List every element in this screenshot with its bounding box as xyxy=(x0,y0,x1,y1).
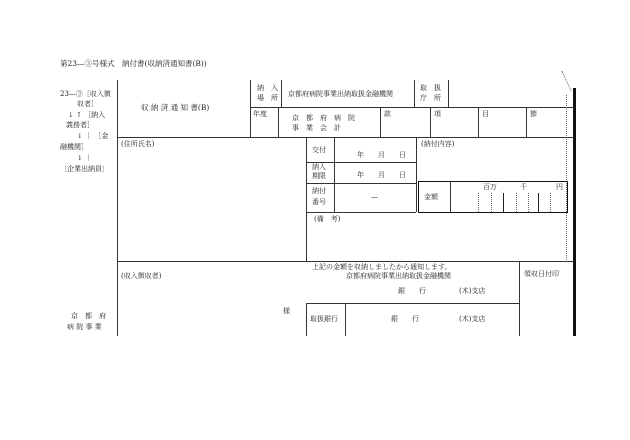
flow-line-1: 23—③［収入徴 xyxy=(60,90,111,98)
perforation-mark xyxy=(561,71,571,91)
kigen-date: 年 月 日 xyxy=(357,171,406,179)
v-line xyxy=(478,107,479,137)
kigen-label-1: 納入 xyxy=(312,163,326,171)
flow-line-7: ↓ ｜ xyxy=(77,154,93,162)
shiten-label-1: (木)支店 xyxy=(459,287,486,295)
toriatsukai-label-1: 取 扱 xyxy=(420,84,441,92)
kyoto-label-1: 京 都 府 xyxy=(71,312,106,320)
toriatsukai-label-2: 庁 所 xyxy=(420,94,441,102)
v-line xyxy=(430,107,431,137)
left-border xyxy=(117,80,118,336)
flow-line-6: 融機関］ xyxy=(60,143,88,151)
sama-label: 様 xyxy=(283,307,290,315)
moku-label: 目 xyxy=(482,110,489,118)
kyoto-label-2: 病 院 事 業 xyxy=(67,323,102,331)
collector-label: (収入徴収者) xyxy=(121,272,162,280)
digit-sep-major xyxy=(538,193,539,212)
digit-sep xyxy=(516,193,517,212)
address-name-label: (住所氏名) xyxy=(121,140,155,148)
perforation-line xyxy=(566,95,567,260)
notice-institution: 京都府病院事業出納取扱金融機関 xyxy=(346,272,451,280)
v-line xyxy=(380,107,381,137)
sen-label: 千 xyxy=(520,183,527,191)
kingaku-label: 金額 xyxy=(424,193,438,201)
koufu-label: 交付 xyxy=(312,146,326,154)
ginko-label-1: 銀 行 xyxy=(398,287,426,295)
ryoshu-stamp-label: 領収日付印 xyxy=(524,270,559,278)
digit-sep xyxy=(478,193,479,212)
bango-label-2: 番号 xyxy=(312,198,326,206)
digit-sep xyxy=(550,193,551,212)
nounyu-basho-label-1: 納 入 xyxy=(257,84,278,92)
nounyu-basho-label-2: 場 所 xyxy=(257,94,278,102)
flow-line-4: 義務者］ xyxy=(66,121,94,129)
v-line xyxy=(278,107,279,137)
v-line xyxy=(281,80,282,107)
amount-divider xyxy=(450,182,451,212)
bango-label-1: 納付 xyxy=(312,187,326,195)
v-line xyxy=(519,261,520,336)
v-line xyxy=(306,137,307,261)
notice-text: 上記の金額を収納しましたから通知します。 xyxy=(312,263,452,271)
document-title: 第23—③号様式 納付書(収納済通知書(B)) xyxy=(60,59,207,68)
shiten-label-2: (木)支店 xyxy=(459,315,486,323)
kan-label: 款 xyxy=(384,110,391,118)
flow-line-2: 収者］ xyxy=(77,100,98,108)
v-line xyxy=(414,80,415,107)
kou-label: 項 xyxy=(434,110,441,118)
institution-name: 京都府病院事業出納取扱金融機関 xyxy=(288,90,393,98)
flow-line-8: 〔企業出納員〕 xyxy=(60,165,109,173)
h-line xyxy=(250,107,574,108)
h-line xyxy=(117,137,574,138)
right-thick-border xyxy=(573,88,576,336)
biko-label: (備 考) xyxy=(314,215,341,223)
flow-line-5: ↓ ｜ ［金 xyxy=(77,132,109,140)
kigen-label-2: 期限 xyxy=(312,172,326,180)
flow-line-3: ↓ ↑ ［納入 xyxy=(68,111,106,119)
h-line xyxy=(306,303,519,304)
digit-sep-major xyxy=(503,193,504,212)
koufu-date: 年 月 日 xyxy=(357,151,406,159)
v-line xyxy=(250,80,251,137)
digit-sep xyxy=(528,193,529,212)
setsu-label: 節 xyxy=(530,110,537,118)
nendo-label: 年度 xyxy=(253,110,267,118)
kaikei-label-2: 事 業 会 計 xyxy=(292,124,341,132)
kaikei-label-1: 京 都 府 病 院 xyxy=(292,114,355,122)
h-line xyxy=(306,183,416,184)
form-name: 収 納 済 通 知 書(B) xyxy=(141,103,210,112)
hyakuman-label: 百万 xyxy=(483,183,497,191)
bango-dash: — xyxy=(371,193,378,201)
v-line xyxy=(526,107,527,137)
v-line xyxy=(416,137,417,212)
ginko-label-2: 銀 行 xyxy=(391,315,419,323)
naiyo-label: (納付内容) xyxy=(421,140,455,148)
toriatsukai-ginko-label: 取扱銀行 xyxy=(310,315,338,323)
h-line xyxy=(306,212,416,213)
v-line xyxy=(448,80,449,107)
digit-sep xyxy=(491,193,492,212)
v-line xyxy=(345,303,346,336)
h-line xyxy=(117,261,574,262)
v-line xyxy=(334,137,335,212)
v-line xyxy=(306,303,307,336)
en-label: 円 xyxy=(556,183,563,191)
